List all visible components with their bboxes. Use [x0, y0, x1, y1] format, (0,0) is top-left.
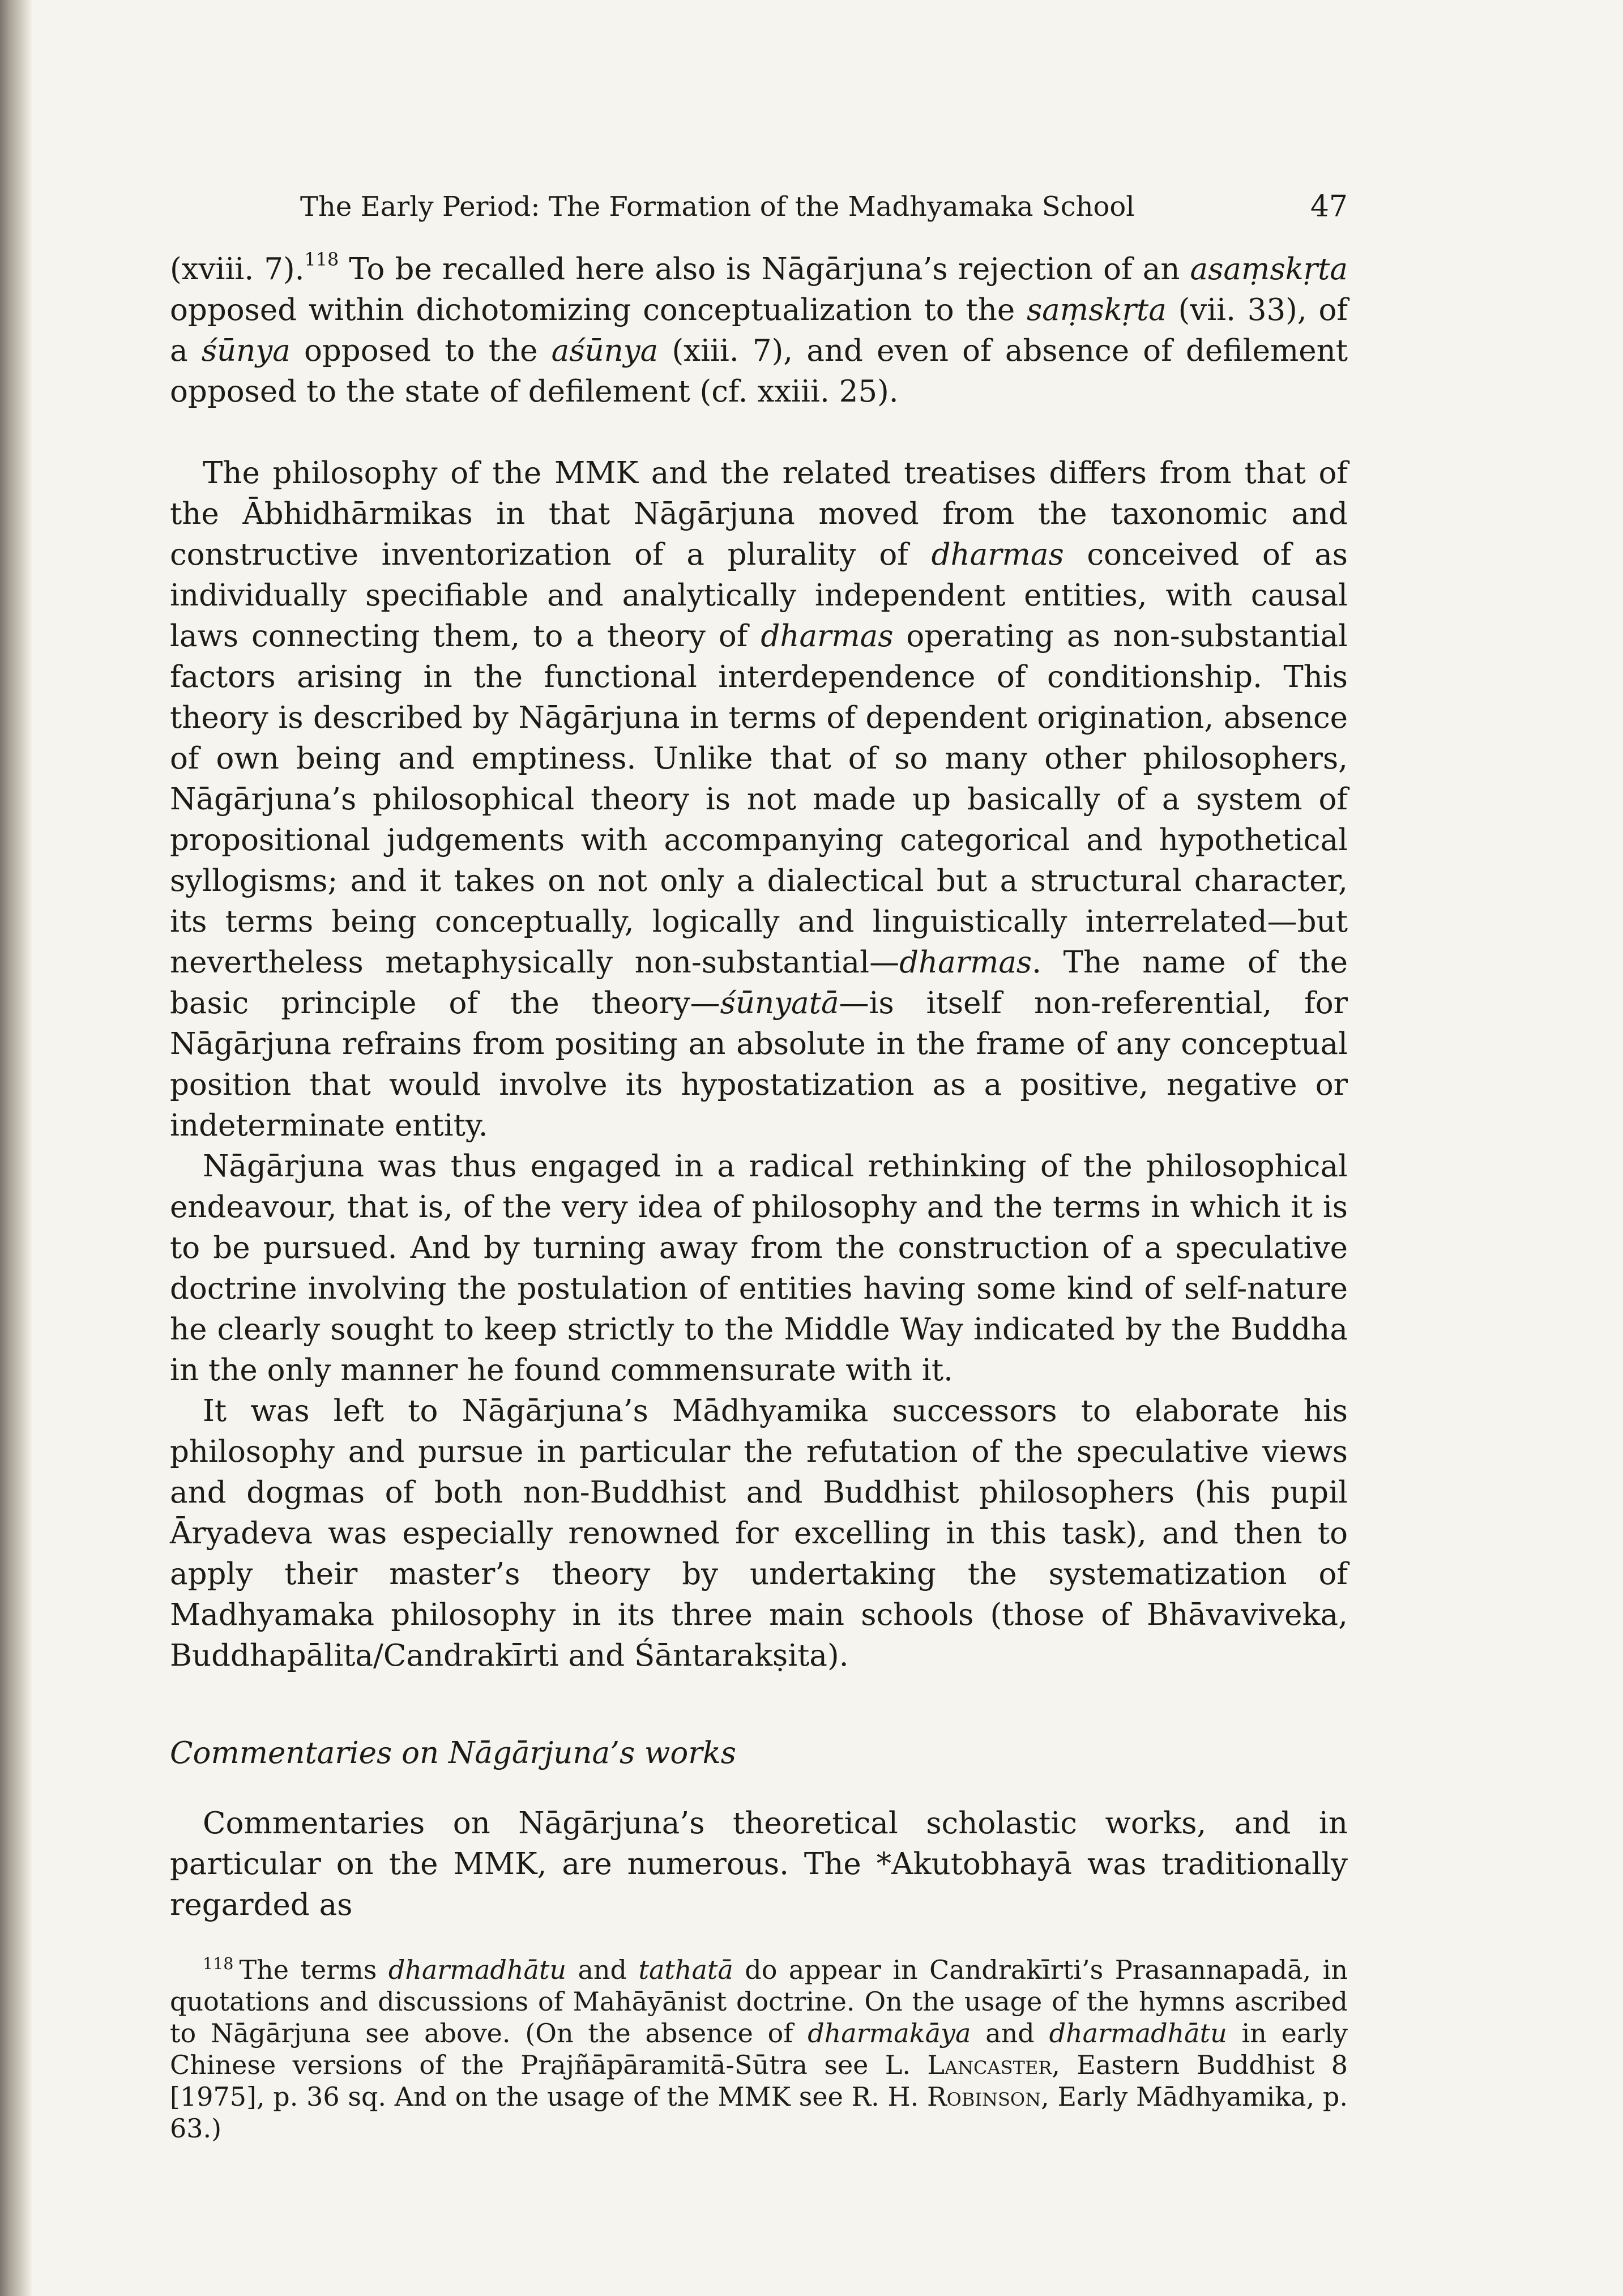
- paragraph-commentaries: [170, 1803, 1348, 1926]
- italic-term: saṃskṛta: [1026, 293, 1167, 327]
- text-run: and: [971, 2018, 1049, 2049]
- text-run: The terms: [239, 1954, 388, 1986]
- text-run: —is itself non-referential, for Nāgārjuna refrains from positing an absolute in the frame of any conceptual position that would involve its hypostatization as a positive, negative or indeterminate entity.: [170, 986, 1348, 1143]
- footnote-text: [170, 1954, 1348, 2144]
- paragraph-radical-rethinking: [170, 1146, 1348, 1391]
- italic-term: dharmas: [761, 619, 894, 654]
- text-run: and: [566, 1954, 639, 1986]
- text-run: , Early Mādhyamika, p. 63.): [170, 2081, 1348, 2144]
- text-run: It was left to Nāgārjuna’s Mādhyamika successors to elaborate his philosophy and pursue in particular the refutation of the speculative views and dogmas of both non-Buddhist and Buddhist philosophers (his pupil Āryadeva was especially renowned for excelling in this task), and then to apply their master’s theory by undertaking the systematization of Madhyamaka philosophy in its three main schools (those of Bhāvaviveka, Buddhapālita/Candrakīrti and Śāntarakṣita).: [170, 1394, 1348, 1673]
- book-page: [170, 181, 1348, 2231]
- italic-term: dharmas: [931, 537, 1064, 572]
- italic-term: dharmakāya: [808, 2018, 971, 2049]
- text-run: (xiii. 7), and even of absence of defilement opposed to the state of defilement (cf. xxiii. 25).: [170, 334, 1348, 409]
- section-heading: Commentaries on Nāgārjuna’s works: [170, 1736, 736, 1770]
- footnote-reference: 118: [304, 249, 339, 271]
- paragraph-madhyamika-successors: [170, 1391, 1348, 1676]
- footnote-118: [170, 1948, 1348, 2144]
- italic-term: asaṃskṛta: [1190, 252, 1348, 287]
- text-run: operating as non-substantial factors arising in the functional interdependence of conditionship. This theory is described by Nāgārjuna in terms of dependent origination, absence of own being and emptiness. Unlike that of so many other philosophers, Nāgārjuna’s philosophical theory is not made up basically of a system of propositional judgements with accompanying categorical and hypothetical syllogisms; and it takes on not only a dialectical but a structural character, its terms being conceptually, logically and linguistically interrelated—but nevertheless metaphysically non-substantial—: [170, 619, 1348, 980]
- text-run: . The name of the basic principle of the theory—: [170, 945, 1348, 1021]
- italic-term: aśūnya: [551, 334, 659, 368]
- text-run: conceived of as individually specifiable and analytically independent entities, with causal laws connecting them, to a theory of: [170, 537, 1348, 654]
- text-run: Commentaries on Nāgārjuna’s theoretical scholastic works, and in particular on the MMK, are numerous. The *Akutobhayā was traditionally regarded as: [170, 1806, 1348, 1922]
- author-name: Robinson: [926, 2081, 1041, 2113]
- italic-term: dharmadhātu: [1049, 2018, 1227, 2049]
- italic-term: śūnyatā: [720, 986, 839, 1021]
- paragraph-mmk-philosophy: [170, 453, 1348, 1146]
- text-run: opposed within dichotomizing conceptualization to the: [170, 293, 1027, 327]
- italic-term: dharmas: [899, 945, 1032, 980]
- italic-term: tathatā: [638, 1954, 733, 1986]
- text-run: The philosophy of the MMK and the related treatises differs from that of the Ābhidhārmikas in that Nāgārjuna moved from the taxonomic and constructive inventorization of a plurality of: [170, 456, 1348, 572]
- running-head: [170, 181, 1348, 232]
- text-run: opposed to the: [290, 334, 552, 368]
- text-run: To be recalled here also is Nāgārjuna’s rejection of an: [339, 252, 1190, 287]
- paragraph-continuation: [170, 249, 1348, 412]
- running-head-title: The Early Period: The Formation of the Madhyamaka School: [300, 191, 1135, 223]
- body-text: [170, 249, 1348, 1926]
- text-run: do appear in Candrakīrti’s Prasannapadā, in quotations and discussions of Mahāyānist doctrine. On the usage of the hymns ascribed to Nāgārjuna see above. (On the absence of: [170, 1954, 1348, 2049]
- footnote-number: 118: [203, 1954, 234, 1973]
- footnotes: [170, 1948, 1348, 2144]
- text-run: Nāgārjuna was thus engaged in a radical rethinking of the philosophical endeavour, that is, of the very idea of philosophy and the terms in which it is to be pursued. And by turning away from the construction of a speculative doctrine involving the postulation of entities having some kind of self-nature he clearly sought to keep strictly to the Middle Way indicated by the Buddha in the only manner he found commensurate with it.: [170, 1149, 1348, 1388]
- italic-term: dharmadhātu: [388, 1954, 566, 1986]
- text-run: (vii. 33), of a: [170, 293, 1348, 368]
- text-run: , Eastern Buddhist 8 [1975], p. 36 sq. And on the usage of the MMK see R. H.: [170, 2050, 1348, 2113]
- page-number: 47: [1310, 190, 1348, 224]
- italic-term: śūnya: [201, 334, 291, 368]
- text-run: (xviii. 7).: [170, 252, 305, 287]
- author-name: Lancaster: [927, 2050, 1052, 2081]
- text-run: in early Chinese versions of the Prajñāpāramitā-Sūtra see L.: [170, 2018, 1348, 2081]
- scan-binding-shadow: [0, 0, 33, 2296]
